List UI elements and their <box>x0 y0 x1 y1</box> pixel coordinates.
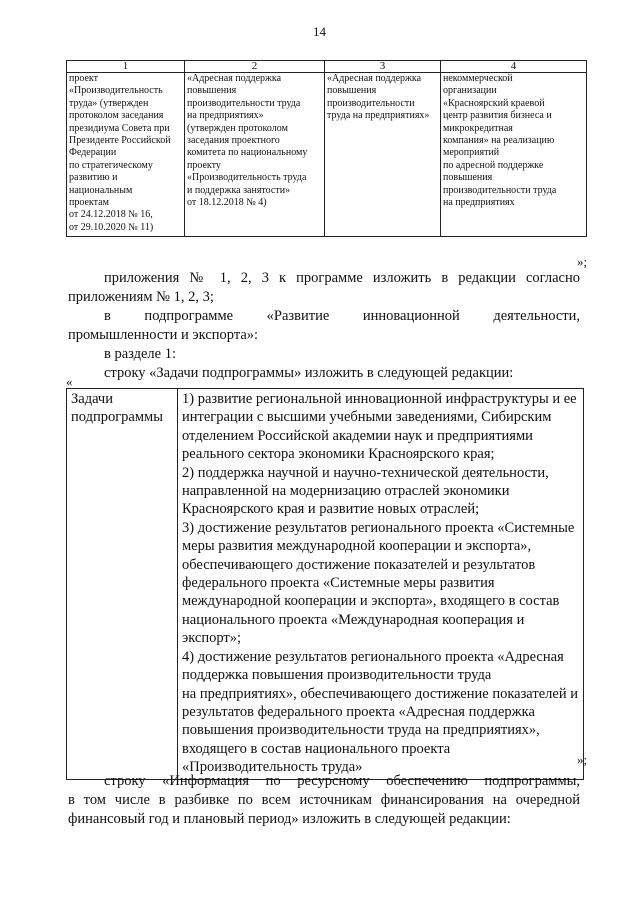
closing-quote-1: »; <box>577 254 588 269</box>
paragraph-resources-line3: финансовый год и плановый период» изложить в следующей редакции: <box>68 811 511 827</box>
tasks-table <box>66 388 584 780</box>
projects-table <box>66 60 587 237</box>
paragraph-subprogram-line1: в подпрограмме «Развитие инновационной деятельности, <box>104 308 580 324</box>
column-header-3: 3 <box>325 61 441 73</box>
column-header-1: 1 <box>67 61 185 73</box>
column-header-4: 4 <box>441 61 587 73</box>
tasks-content-cell: 1) развитие региональной инновационной инфраструктуры и ее интеграции с высшими учебными заведениями, Сибирским отделением Российской академии наук и предприятиями реального сектора экономики Красноярского края; 2) поддержка научной и научно-технической деятельности, направленной на модернизацию отраслей экономики Красноярского края и развитие новых отраслей; 3) достижение результатов регионального проекта «Системные меры развития международной кооперации и экспорта», обеспечивающего достижение показателей и результатов федерального проекта «Системные меры развития международной кооперации и экспорта», входящего в состав национального проекта «Международная кооперация и экспорт»; 4) достижение результатов регионального проекта «Адресная поддержка повышения производительности труда на предприятиях», обеспечивающего достижение показателей и результатов федерального проекта «Адресная поддержка повышения производительности труда на предприятиях», входящего в состав национального проекта «Производительность труда» <box>178 389 584 780</box>
table-header-row <box>67 61 587 73</box>
table-cell-organization: некоммерческой организации «Красноярский краевой центр развития бизнеса и микрокредитная компания» на реализацию мероприятий по адресной поддержке повышения производительности труда на предприятиях <box>441 73 587 237</box>
tasks-label-cell: Задачи подпрограммы <box>67 389 178 780</box>
paragraph-resources-line2: в том числе в разбивке по всем источникам финансирования на очередной <box>68 792 580 808</box>
paragraph-resources-line1: строку «Информация по ресурсному обеспечению подпрограммы, <box>104 773 580 789</box>
page-number: 14 <box>313 24 326 39</box>
table-cell-regional-project: «Адресная поддержка повышения производительности труда на предприятиях» <box>325 73 441 237</box>
closing-quote-2: »; <box>577 752 588 767</box>
opening-quote: « <box>66 374 73 389</box>
table-row <box>67 389 584 780</box>
paragraph-section-1: в разделе 1: <box>104 346 177 362</box>
table-cell-national-project: проект «Производительность труда» (утвержден протоколом заседания президиума Совета при Президенте Российской Федерации по стратегическому развитию и национальным проектам от 24.12.2018 № 16, от 29.10.2020 № 11) <box>67 73 185 237</box>
paragraph-tasks-row: строку «Задачи подпрограммы» изложить в следующей редакции: <box>104 365 514 381</box>
paragraph-appendices-line1: приложения № 1, 2, 3 к программе изложить в редакции согласно <box>104 270 580 286</box>
table-cell-federal-project: «Адресная поддержка повышения производительности труда на предприятиях» (утвержден протоколом заседания проектного комитета по национальному проекту «Производительность труда и поддержка занятости» от 18.12.2018 № 4) <box>185 73 325 237</box>
column-header-2: 2 <box>185 61 325 73</box>
paragraph-appendices-line2: приложениям № 1, 2, 3; <box>68 289 214 305</box>
table-row <box>67 73 587 237</box>
paragraph-subprogram-line2: промышленности и экспорта»: <box>68 327 259 343</box>
